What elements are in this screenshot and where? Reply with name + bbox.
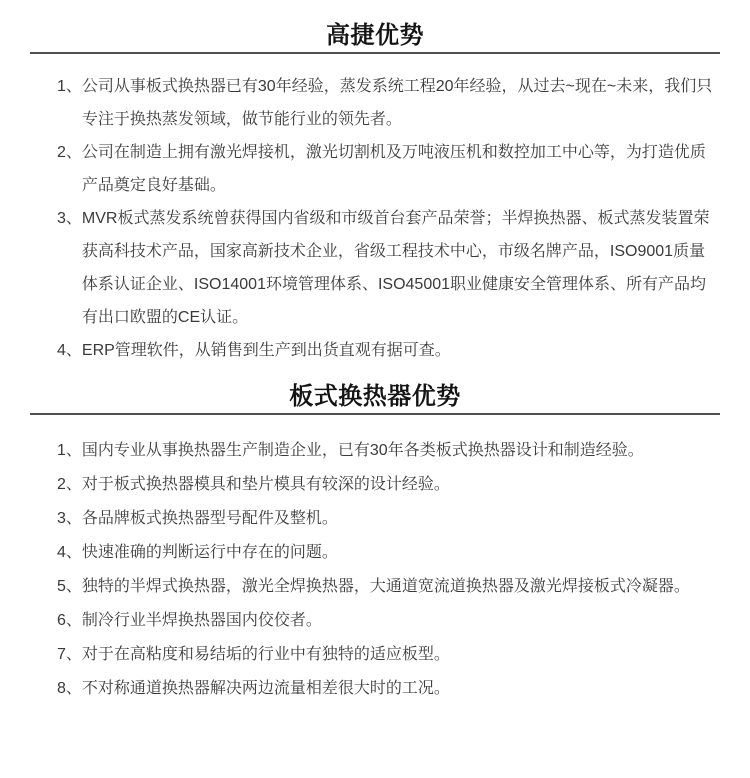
- title-divider: [30, 413, 720, 415]
- item-text: 公司在制造上拥有激光焊接机，激光切割机及万吨液压机和数控加工中心等，为打造优质产品奠定良好基础。: [81, 144, 706, 194]
- item-number: 1、: [57, 442, 82, 459]
- item-text: 快速准确的判断运行中存在的问题。: [81, 544, 338, 561]
- advantage-list: [57, 434, 720, 706]
- item-text: 对于在高粘度和易结垢的行业中有独特的适应板型。: [81, 646, 450, 663]
- item-text: 国内专业从事换热器生产制造企业，已有30年各类板式换热器设计和制造经验。: [81, 442, 644, 459]
- list-item: [57, 536, 720, 570]
- item-text: 不对称通道换热器解决两边流量相差很大时的工况。: [81, 680, 450, 697]
- item-text: ERP管理软件，从销售到生产到出货直观有据可查。: [81, 342, 451, 359]
- item-number: 8、: [57, 680, 82, 697]
- list-item: [57, 502, 720, 536]
- item-number: 2、: [57, 476, 82, 493]
- section-title: 板式换热器优势: [289, 383, 461, 410]
- item-number: 7、: [57, 646, 82, 663]
- list-item: [57, 570, 720, 604]
- item-text: 公司从事板式换热器已有30年经验，蒸发系统工程20年经验，从过去~现在~未来，我们只专注于换热蒸发领域，做节能行业的领先者。: [81, 78, 713, 128]
- item-number: 6、: [57, 612, 82, 629]
- list-item: [57, 604, 720, 638]
- list-item: [57, 434, 720, 468]
- item-number: 3、: [57, 510, 82, 527]
- item-text: MVR板式蒸发系统曾获得国内省级和市级首台套产品荣誉；半焊换热器、板式蒸发装置荣获高科技术产品，国家高新技术企业，省级工程技术中心，市级名牌产品，ISO9001质量体系认证企业、ISO14001环境管理体系、ISO45001职业健康安全管理体系、所有产品均有出口欧盟的CE认证。: [81, 210, 710, 326]
- item-text: 独特的半焊式换热器，激光全焊换热器，大通道宽流道换热器及激光焊接板式冷凝器。: [81, 578, 690, 595]
- list-item: [57, 136, 720, 202]
- item-number: 4、: [57, 342, 82, 359]
- item-number: 4、: [57, 544, 82, 561]
- list-item: [57, 202, 720, 334]
- section-plate-heat-exchanger-advantages: [30, 385, 720, 706]
- list-item: [57, 70, 720, 136]
- list-item: [57, 334, 720, 367]
- item-number: 1、: [57, 78, 82, 95]
- item-number: 2、: [57, 144, 82, 161]
- advantage-list: [57, 70, 720, 367]
- item-text: 各品牌板式换热器型号配件及整机。: [81, 510, 338, 527]
- item-text: 对于板式换热器模具和垫片模具有较深的设计经验。: [81, 476, 450, 493]
- item-text: 制冷行业半焊换热器国内佼佼者。: [81, 612, 322, 629]
- section-gaojie-advantages: [30, 24, 720, 367]
- section-title: 高捷优势: [326, 22, 424, 49]
- list-item: [57, 638, 720, 672]
- list-item: [57, 672, 720, 706]
- item-number: 3、: [57, 210, 82, 227]
- title-divider: [30, 52, 720, 54]
- list-item: [57, 468, 720, 502]
- item-number: 5、: [57, 578, 82, 595]
